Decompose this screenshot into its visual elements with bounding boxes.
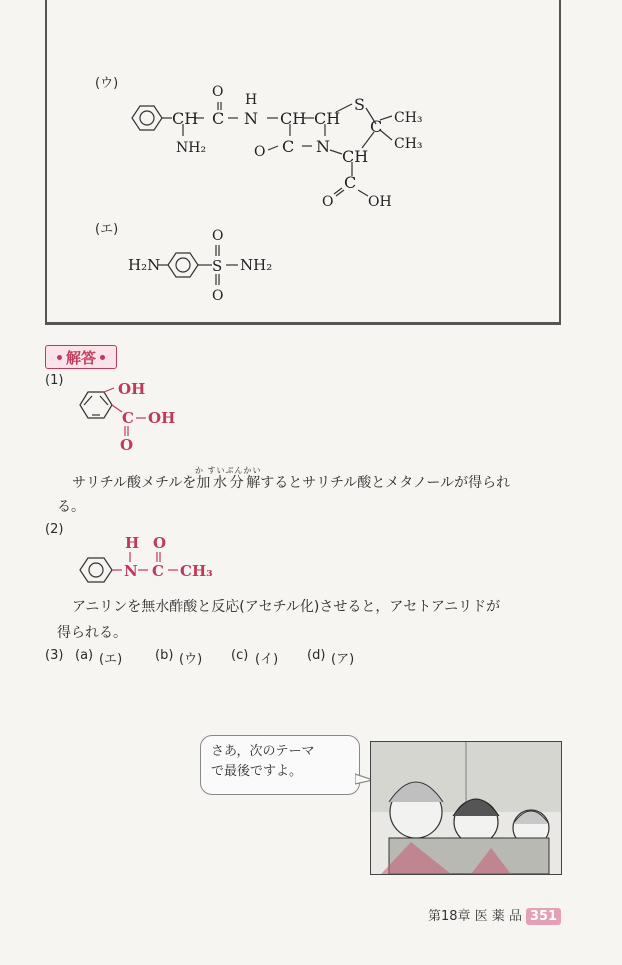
pen-ch3-1: CH₃ xyxy=(394,110,423,126)
answer3-a-key: (a) xyxy=(75,648,94,663)
pen-c-2: C xyxy=(370,117,383,136)
answer-heading-text: 解答 xyxy=(65,348,96,367)
answer2-number: (2) xyxy=(45,522,64,537)
answer3-b-value: (ウ) xyxy=(179,652,203,667)
pen-n-2: N xyxy=(316,137,330,156)
answer3-d-value: (ア) xyxy=(331,652,355,667)
answer2-text-line1: アニリンを無水酢酸と反応(アセチル化)させると，アセトアニリドが xyxy=(72,599,501,615)
label-e: (エ) xyxy=(95,222,119,237)
pen-c-1: C xyxy=(212,109,225,128)
pen-ch3-2: CH₃ xyxy=(394,136,423,152)
speech-bubble xyxy=(200,735,360,795)
pen-c-3: C xyxy=(282,137,295,156)
sulfa-nh2: NH₂ xyxy=(240,256,273,274)
answer1-number: (1) xyxy=(45,373,64,388)
answer3-c-key: (c) xyxy=(231,648,249,663)
sal-c: C xyxy=(122,409,134,427)
acet-c: C xyxy=(152,562,164,580)
answer2-text-line2: 得られる。 xyxy=(57,625,127,641)
answer1-text-before: サリチル酸メチルを xyxy=(72,475,197,491)
bullet-dot-left xyxy=(57,355,62,360)
pen-oh: OH xyxy=(368,194,392,210)
answer1-text xyxy=(72,466,562,496)
acetanilide-structure xyxy=(0,520,622,590)
sal-oh-2: OH xyxy=(148,409,176,427)
pen-n-1: N xyxy=(244,109,258,128)
pen-o-2: O xyxy=(254,144,266,160)
answer1-text-after: するとサリチル酸とメタノールが得られ xyxy=(260,475,511,491)
pen-o-1: O xyxy=(212,84,224,100)
sulfa-benzene-ring xyxy=(168,253,198,277)
acet-n: N xyxy=(124,562,138,580)
label-u: (ウ) xyxy=(95,76,119,91)
page-number: 351 xyxy=(526,908,561,925)
speech-line1: さあ，次のテーマ xyxy=(211,744,315,759)
pen-ch-1: CH xyxy=(172,109,199,128)
answer3-number: (3) xyxy=(45,648,64,663)
pen-h: H xyxy=(245,92,258,108)
manga-drawing xyxy=(371,742,561,874)
pen-c-4: C xyxy=(344,173,357,192)
sulfa-h2n: H₂N xyxy=(128,256,161,274)
acet-h: H xyxy=(125,534,140,552)
answer3-b-key: (b) xyxy=(155,648,174,663)
sulfa-o-top: O xyxy=(212,228,224,244)
pen-nh2: NH₂ xyxy=(176,140,207,156)
sulfa-o-bottom: O xyxy=(212,288,224,304)
pen-s: S xyxy=(354,95,365,114)
acet-ch3: CH₃ xyxy=(180,562,213,580)
ruby-kasuibunkai xyxy=(195,466,262,491)
answer3-a-value: (エ) xyxy=(99,652,123,667)
sulfa-s: S xyxy=(212,257,223,275)
ruby-base: 加水分解 xyxy=(195,475,262,491)
pen-o-3: O xyxy=(322,194,334,210)
manga-illustration xyxy=(370,741,562,875)
answer1-text-line2: る。 xyxy=(57,499,85,515)
pen-ch-3: CH xyxy=(314,109,341,128)
answer3-row xyxy=(45,648,371,667)
speech-line2: で最後ですよ。 xyxy=(211,764,303,779)
pen-ch-2: CH xyxy=(280,109,307,128)
answer3-d-key: (d) xyxy=(307,648,326,663)
answer3-c-value: (イ) xyxy=(255,652,279,667)
pen-ch-4: CH xyxy=(342,147,369,166)
salicylic-acid-structure xyxy=(0,360,622,460)
acet-o: O xyxy=(153,534,167,552)
sal-oh-1: OH xyxy=(118,380,146,398)
bullet-dot-right xyxy=(100,355,105,360)
sulfanilamide-structure xyxy=(0,0,622,330)
ruby-text: か すいぶんかい xyxy=(195,466,262,475)
acetanilide-benzene-ring xyxy=(80,558,112,582)
page-footer xyxy=(428,905,561,925)
chapter-title: 第18章 医 薬 品 xyxy=(428,909,522,924)
sal-o: O xyxy=(120,436,134,454)
